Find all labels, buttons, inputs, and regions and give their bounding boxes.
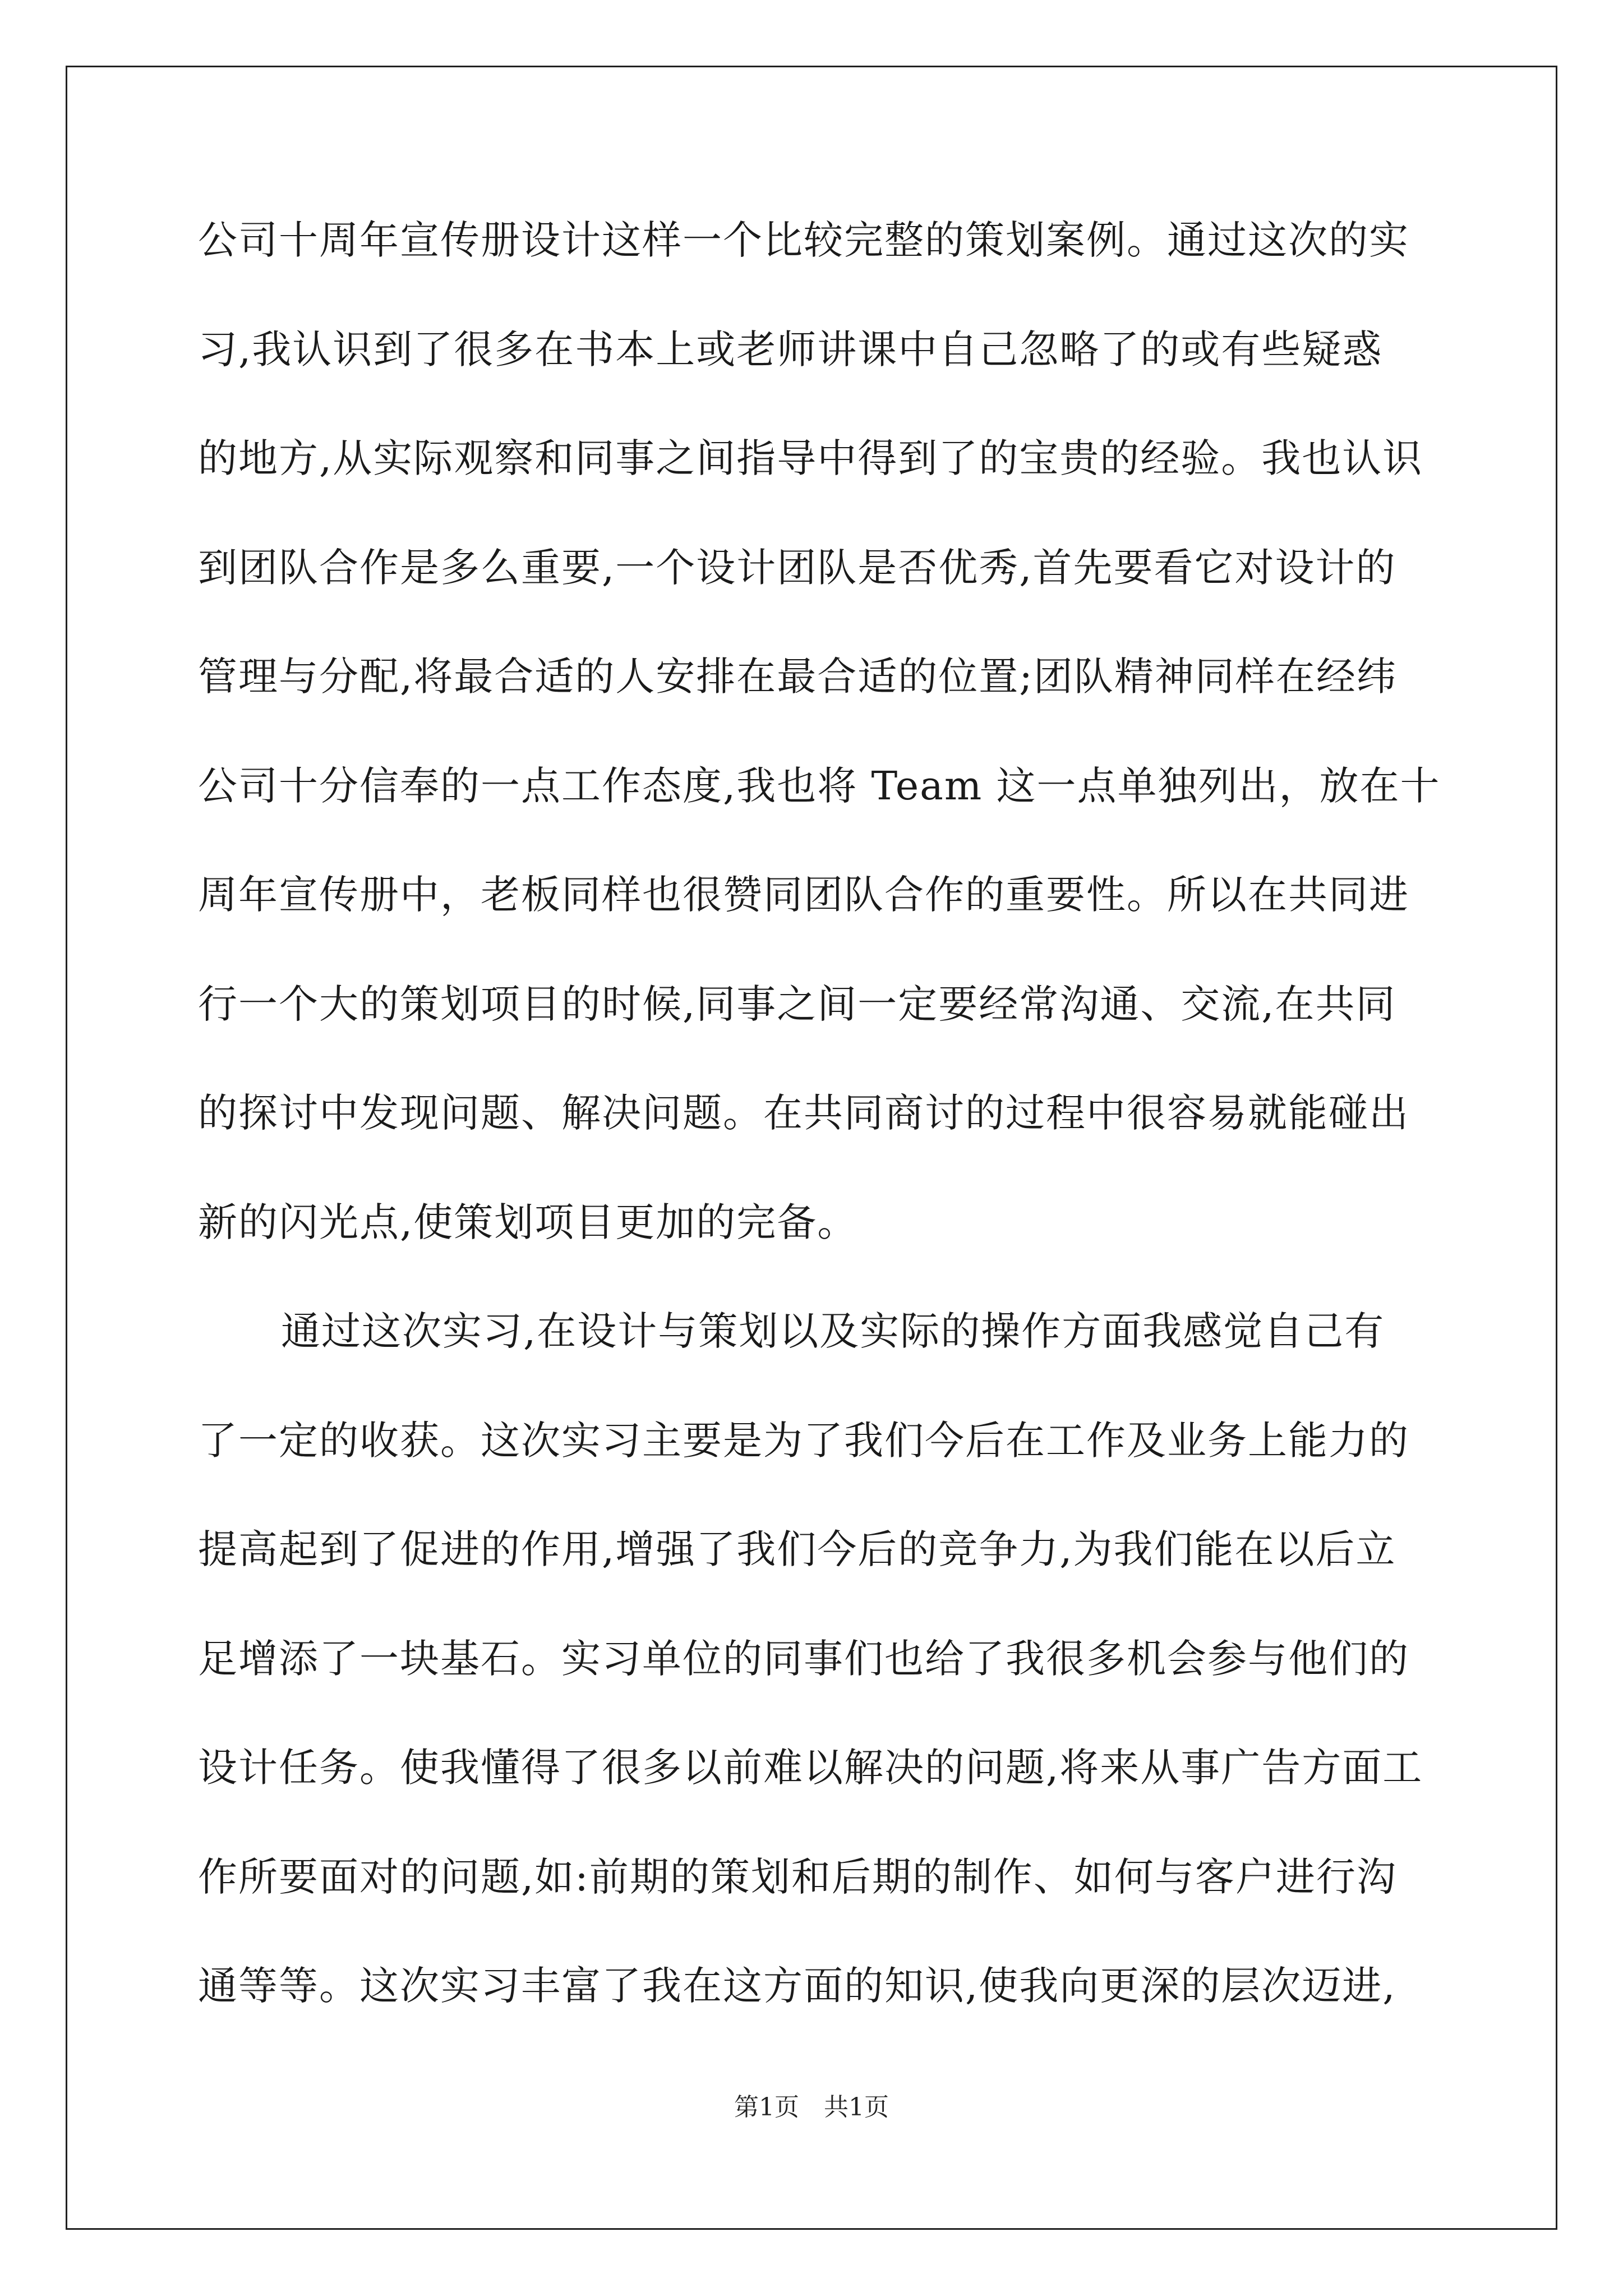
text-line: 习,我认识到了很多在书本上或老师讲课中自己忽略了的或有些疑惑 [198,326,1383,372]
text-line: 管理与分配,将最合适的人安排在最合适的位置;团队精神同样在经纬 [198,654,1397,700]
text-line: 周年宣传册中，老板同样也很赞同团队合作的重要性。所以在共同进 [198,872,1409,918]
text-line: 的地方,从实际观察和同事之间指导中得到了的宝贵的经验。我也认识 [198,435,1423,481]
text-line: 作所要面对的问题,如:前期的策划和后期的制作、如何与客户进行沟 [198,1854,1397,1900]
text-line: 通等等。这次实习丰富了我在这方面的知识,使我向更深的层次迈进, [198,1963,1396,2009]
text-line-paragraph-start: 通过这次实习,在设计与策划以及实际的操作方面我感觉自己有 [281,1308,1385,1354]
text-line: 的探讨中发现问题、解决问题。在共同商讨的过程中很容易就能碰出 [198,1090,1409,1136]
page-border [66,66,1557,2230]
text-line: 到团队合作是多么重要,一个设计团队是否优秀,首先要看它对设计的 [198,545,1396,591]
text-line: 了一定的收获。这次实习主要是为了我们今后在工作及业务上能力的 [198,1418,1409,1464]
text-line: 行一个大的策划项目的时候,同事之间一定要经常沟通、交流,在共同 [198,981,1396,1027]
text-line: 提高起到了促进的作用,增强了我们今后的竞争力,为我们能在以后立 [198,1526,1396,1572]
text-line: 公司十分信奉的一点工作态度,我也将 Team 这一点单独列出，放在十 [198,763,1441,809]
text-line: 公司十周年宣传册设计这样一个比较完整的策划案例。通过这次的实 [198,217,1409,263]
text-line: 新的闪光点,使策划项目更加的完备。 [198,1199,858,1245]
page-number: 第1页 共1页 [734,2093,889,2122]
text-line: 设计任务。使我懂得了很多以前难以解决的问题,将来从事广告方面工 [198,1745,1423,1791]
text-line: 足增添了一块基石。实习单位的同事们也给了我很多机会参与他们的 [198,1636,1409,1682]
